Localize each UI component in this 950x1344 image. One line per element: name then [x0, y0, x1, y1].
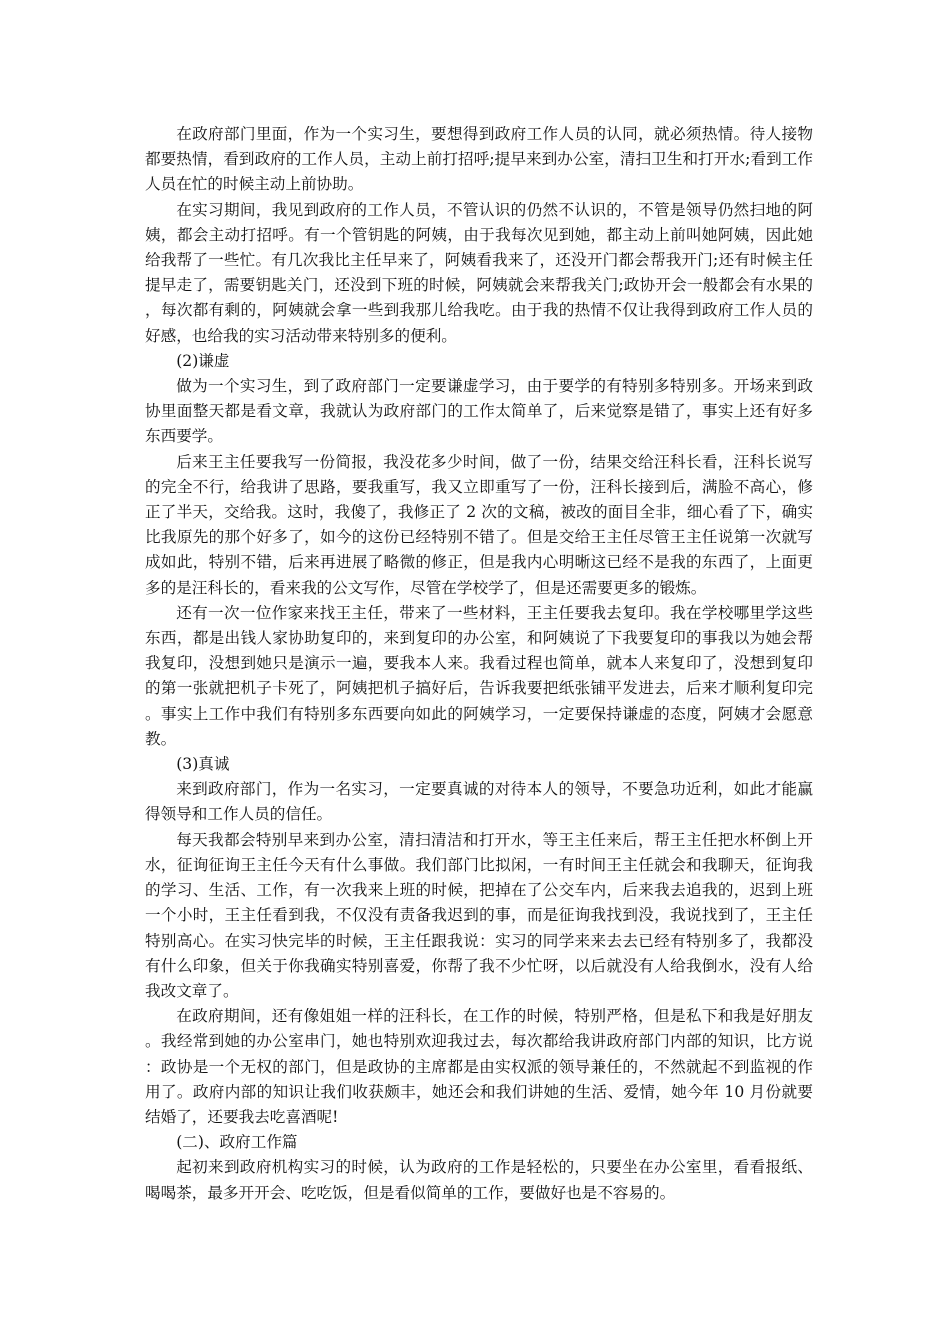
paragraph: 做为一个实习生，到了政府部门一定要谦虚学习，由于要学的有特别多特别多。开场来到政协里面整天都是看文章，我就认为政府部门的工作太简单了，后来觉察是错了，事实上还有好多东西要学。: [145, 377, 813, 446]
paragraph: 来到政府部门，作为一名实习，一定要真诚的对待本人的领导，不要急功近利，如此才能赢得领导和工作人员的信任。: [145, 780, 813, 824]
section-heading: (二)、政府工作篇: [176, 1133, 298, 1152]
section-heading: (2)谦虚: [176, 351, 230, 370]
paragraph: 在政府部门里面，作为一个实习生，要想得到政府工作人员的认同，就必须热情。待人接物都要热情，看到政府的工作人员，主动上前打招呼;提早来到办公室，清扫卫生和打开水;看到工作人员在忙的时候主动上前协助。: [145, 125, 813, 194]
paragraph: 每天我都会特别早来到办公室，清扫清洁和打开水，等王主任来后，帮王主任把水杯倒上开水，征询征询王主任今天有什么事做。我们部门比拟闲，一有时间王主任就会和我聊天，征询我的学习、生活、工作，有一次我来上班的时候，把掉在了公交车内，后来我去追我的，迟到上班一个小时，王主任看到我，不仅没有责备我迟到的事，而是征询我找到没，我说找到了，王主任特别高心。在实习快完毕的时候，王主任跟我说：实习的同学来来去去已经有特别多了，我都没有什么印象，但关于你我确实特别喜爱，你帮了我不少忙呀，以后就没有人给我倒水，没有人给我改文章了。: [145, 830, 813, 1000]
section-heading: (3)真诚: [176, 755, 230, 774]
paragraph: 起初来到政府机构实习的时候，认为政府的工作是轻松的，只要坐在办公室里，看看报纸、喝喝茶，最多开开会、吃吃饭，但是看似简单的工作，要做好也是不容易的。: [145, 1158, 813, 1202]
document-body: [145, 122, 813, 1206]
paragraph: 后来王主任要我写一份简报，我没花多少时间，做了一份，结果交给汪科长看，汪科长说写的完全不行，给我讲了思路，要我重写，我又立即重写了一份，汪科长接到后，满脸不高心，修正了半天，交给我。这时，我傻了，我修正了 2 次的文稿，被改的面目全非，细心看了下，确实比我原先的那个好多了，如今的这份已经特别不错了。但是交给王主任尽管王主任说第一次就写成如此，特别不错，后来再进展了略微的修正，但是我内心明晰这已经不是我的东西了，上面更多的是汪科长的，看来我的公文写作，尽管在学校学了，但是还需要更多的锻炼。: [145, 452, 813, 597]
paragraph: 还有一次一位作家来找王主任，带来了一些材料，王主任要我去复印。我在学校哪里学这些东西，都是出钱人家协助复印的，来到复印的办公室，和阿姨说了下我要复印的事我以为她会帮我复印，没想到她只是演示一遍，要我本人来。我看过程也简单，就本人来复印了，没想到复印的第一张就把机子卡死了，阿姨把机子搞好后，告诉我要把纸张铺平发进去，后来才顺利复印完。事实上工作中我们有特别多东西要向如此的阿姨学习，一定要保持谦虚的态度，阿姨才会愿意教。: [145, 603, 813, 748]
paragraph: 在实习期间，我见到政府的工作人员，不管认识的仍然不认识的，不管是领导仍然扫地的阿姨，都会主动打招呼。有一个管钥匙的阿姨，由于我每次见到她，都主动上前叫她阿姨，因此她给我帮了一些忙。有几次我比主任早来了，阿姨看我来了，还没开门都会帮我开门;还有时候主任提早走了，需要钥匙关门，还没到下班的时候，阿姨就会来帮我关门;政协开会一般都会有水果的，每次都有剩的，阿姨就会拿一些到我那儿给我吃。由于我的热情不仅让我得到政府工作人员的好感，也给我的实习活动带来特别多的便利。: [145, 200, 813, 345]
paragraph: 在政府期间，还有像姐姐一样的汪科长，在工作的时候，特别严格，但是私下和我是好朋友。我经常到她的办公室串门，她也特别欢迎我过去，每次都给我讲政府部门内部的知识，比方说：政协是一个无权的部门，但是政协的主席都是由实权派的领导兼任的，不然就起不到监视的作用了。政府内部的知识让我们收获颇丰，她还会和我们讲她的生活、爱情，她今年 10 月份就要结婚了，还要我去吃喜酒呢!: [145, 1007, 813, 1126]
